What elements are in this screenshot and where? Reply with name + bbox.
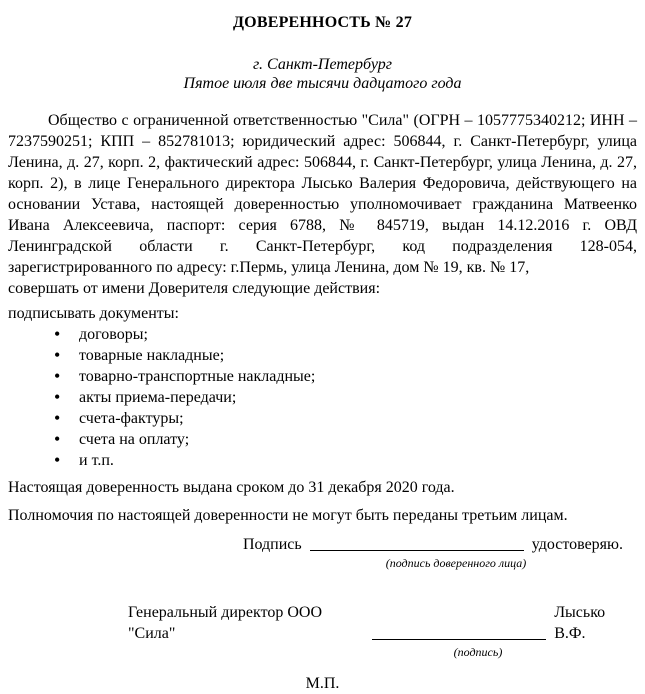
no-delegation-line: Полномочия по настоящей доверенности не могут быть переданы третьим лицам. bbox=[8, 507, 568, 524]
list-item-etc: • и т.п. bbox=[54, 450, 637, 471]
list-item-waybills: • товарные накладные; bbox=[54, 345, 637, 366]
director-name: Лысько В.Ф. bbox=[554, 604, 606, 642]
attorney-signature-row bbox=[8, 534, 637, 555]
director-signature-row bbox=[128, 602, 637, 644]
place-line: г. Санкт-Петербург bbox=[253, 56, 392, 73]
list-item-acceptance-acts: • акты приема-передачи; bbox=[54, 387, 637, 408]
signature-label: Подпись bbox=[242, 536, 302, 553]
document-types-list bbox=[8, 324, 637, 471]
director-signature-line bbox=[372, 639, 547, 640]
attorney-signature-caption: (подпись доверенного лица) bbox=[385, 556, 527, 570]
list-item-invoices: • счета-фактуры; bbox=[54, 408, 637, 429]
stamp-placeholder: М.П. bbox=[305, 675, 340, 692]
sign-documents-label: подписывать документы: bbox=[8, 305, 179, 322]
attorney-signature-line bbox=[310, 550, 524, 551]
director-label: Генеральный директор ООО "Сила" bbox=[128, 604, 323, 642]
principal-paragraph: Общество с ограниченной ответственностью "Сила" (ОГРН – 1057775340212; ИНН – 7237590251; КПП – 852781013; юридический адрес: 506844, г. Санкт-Петербург, улица Ленина, д. 27, корп. 2, фактический адрес: 506844, г. Санкт-Петербург, улица Ленина, д. 27, корп. 2), в лице Генерального директора Лысько Валерия Федоровича, действующего на основании Устава, настоящей доверенностью уполномочивает гражданина Матвеенко Ивана Алексеевича, паспорт: серия 6788, № 845719, выдан 14.12.2016 г. ОВД Ленинградской области г. Санкт-Петербург, код подразделения 128-054, зарегистрированного по адресу: г.Пермь, улица Ленина, дом № 19, кв. № 17, bbox=[8, 112, 637, 276]
list-item-payment-bills: • счета на оплату; bbox=[54, 429, 637, 450]
director-signature-caption: (подпись) bbox=[453, 645, 503, 659]
date-line: Пятое июля две тысячи дадцатого года bbox=[183, 75, 462, 92]
actions-intro-line: совершать от имени Доверителя следующие действия: bbox=[8, 280, 381, 297]
document-title: ДОВЕРЕННОСТЬ № 27 bbox=[232, 14, 413, 31]
certify-label: удостоверяю. bbox=[531, 536, 623, 553]
validity-line: Настоящая доверенность выдана сроком до 31 декабря 2020 года. bbox=[8, 479, 455, 496]
list-item-transport-waybills: • товарно-транспортные накладные; bbox=[54, 366, 637, 387]
list-item-contracts: • договоры; bbox=[54, 324, 637, 345]
